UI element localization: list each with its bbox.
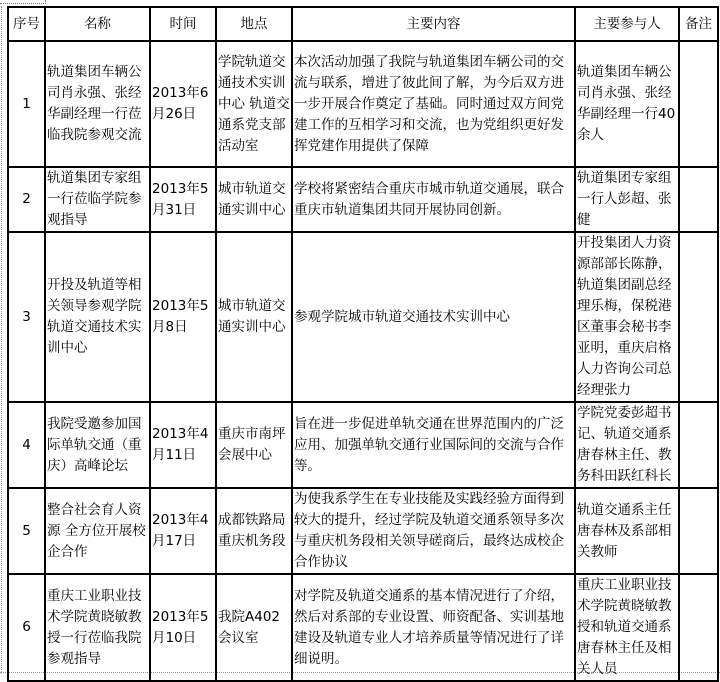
cell-place: 成都铁路局重庆机务段 — [216, 488, 292, 574]
cell-name: 整合社会育人资源 全方位开展校企合作 — [45, 488, 150, 574]
header-place: 地点 — [216, 7, 292, 41]
cell-place: 学院轨道交通技术实训中心 轨道交通系党支部活动室 — [216, 41, 292, 167]
cell-note — [679, 41, 718, 167]
table-row — [8, 488, 718, 574]
cell-content: 对学院及轨道交通系的基本情况进行了介绍，然后对系部的专业设置、师资配备、实训基地建设及轨道专业人才培养质量等情况进行了详细说明。 — [292, 574, 575, 681]
page-margin-left — [1, 6, 2, 674]
cell-note — [679, 574, 718, 681]
cell-note — [679, 232, 718, 402]
table-row — [8, 402, 718, 488]
cell-place: 城市轨道交通实训中心 — [216, 167, 292, 232]
cell-content: 学校将紧密结合重庆市城市轨道交通展，联合重庆市轨道集团共同开展协同创新。 — [292, 167, 575, 232]
header-people: 主要参与人 — [575, 7, 679, 41]
cell-no: 5 — [8, 488, 45, 574]
header-row — [8, 7, 718, 41]
table-row — [8, 232, 718, 402]
cell-name: 我院受邀参加国际单轨交通（重庆）高峰论坛 — [45, 402, 150, 488]
cell-people: 轨道集团车辆公司肖永强、张经华副经理一行40余人 — [575, 41, 679, 167]
page-corner-mark — [0, 0, 46, 4]
cell-no: 4 — [8, 402, 45, 488]
cell-people: 轨道集团专家组一行人彭超、张健 — [575, 167, 679, 232]
cell-content: 参观学院城市轨道交通技术实训中心 — [292, 232, 575, 402]
cell-content: 为使我系学生在专业技能及实践经验方面得到较大的提升，经过学院及轨道交通系领导多次与重庆机务段相关领导磋商后，最终达成校企合作协议 — [292, 488, 575, 574]
cell-no: 3 — [8, 232, 45, 402]
header-content: 主要内容 — [292, 7, 575, 41]
table-row — [8, 574, 718, 681]
header-name: 名称 — [45, 7, 150, 41]
header-no: 序号 — [8, 7, 45, 41]
activities-table — [7, 6, 719, 682]
cell-note — [679, 488, 718, 574]
cell-place: 城市轨道交通实训中心 — [216, 232, 292, 402]
header-note: 备注 — [679, 7, 718, 41]
cell-no: 1 — [8, 41, 45, 167]
cell-name: 轨道集团专家组一行莅临学院参观指导 — [45, 167, 150, 232]
cell-time: 2013年4月17日 — [150, 488, 216, 574]
cell-note — [679, 167, 718, 232]
cell-name: 重庆工业职业技术学院黄晓敏教授一行莅临我院参观指导 — [45, 574, 150, 681]
cell-place: 我院A402会议室 — [216, 574, 292, 681]
cell-people: 学院党委彭超书记、轨道交通系唐春林主任、教务科田跃红科长 — [575, 402, 679, 488]
cell-time: 2013年4月11日 — [150, 402, 216, 488]
cell-name: 开投及轨道等相关领导参观学院轨道交通技术实训中心 — [45, 232, 150, 402]
cell-content: 旨在进一步促进单轨交通在世界范围内的广泛应用、加强单轨交通行业国际间的交流与合作等。 — [292, 402, 575, 488]
cell-content: 本次活动加强了我院与轨道集团车辆公司的交流与联系，增进了彼此间了解，为今后双方进一步开展合作奠定了基础。同时通过双方间党建工作的互相学习和交流，也为党组织更好发挥党建作用提供了保障 — [292, 41, 575, 167]
cell-people: 开投集团人力资源部部长陈静，轨道集团副总经理乐梅，保税港区董事会秘书李亚明，重庆启格人力咨询公司总经理张力 — [575, 232, 679, 402]
cell-time: 2013年5月8日 — [150, 232, 216, 402]
cell-people: 重庆工业职业技术学院黄晓敏教授和轨道交通系唐春林主任及相关人员 — [575, 574, 679, 681]
cell-name: 轨道集团车辆公司肖永强、张经华副经理一行莅临我院参观交流 — [45, 41, 150, 167]
table-row — [8, 167, 718, 232]
cell-no: 2 — [8, 167, 45, 232]
cell-place: 重庆市南坪会展中心 — [216, 402, 292, 488]
cell-note — [679, 402, 718, 488]
cell-no: 6 — [8, 574, 45, 681]
table-row — [8, 41, 718, 167]
cell-people: 轨道交通系主任唐春林及系部相关教师 — [575, 488, 679, 574]
cell-time: 2013年5月10日 — [150, 574, 216, 681]
header-time: 时间 — [150, 7, 216, 41]
cell-time: 2013年5月31日 — [150, 167, 216, 232]
cell-time: 2013年6月26日 — [150, 41, 216, 167]
